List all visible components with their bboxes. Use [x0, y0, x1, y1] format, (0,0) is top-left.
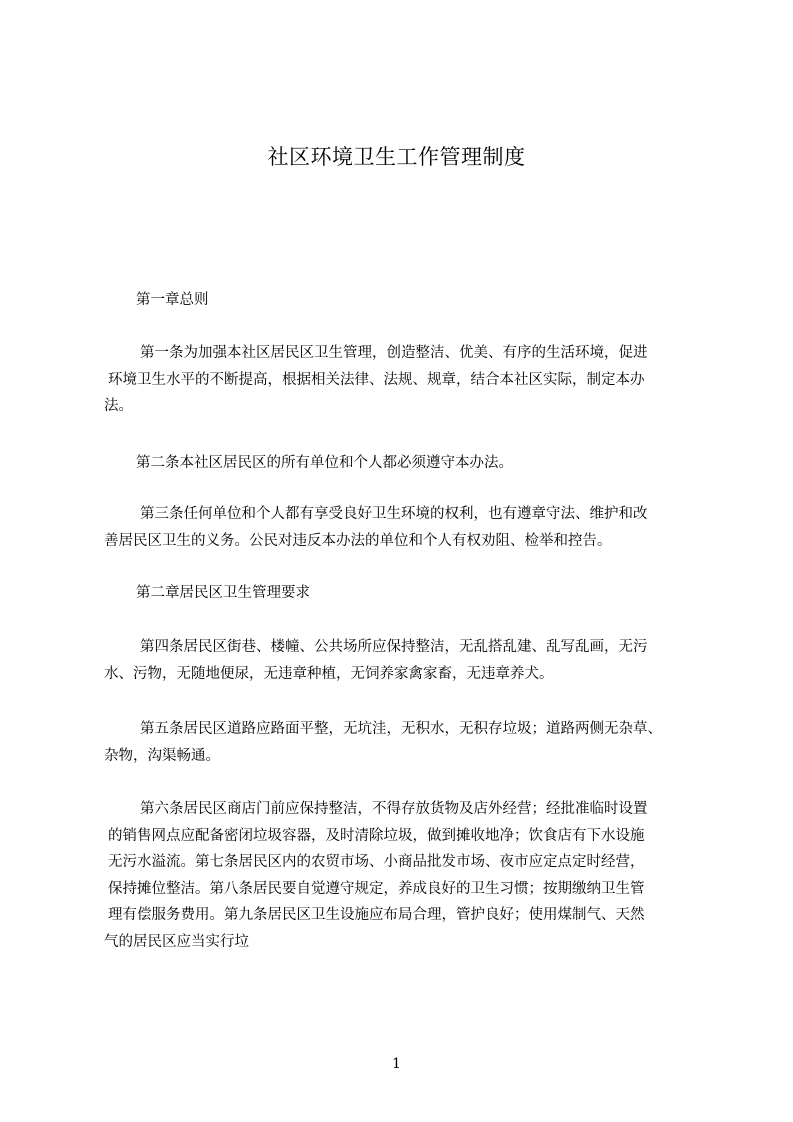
paragraph-line: 水、污物，无随地便尿，无违章种植，无饲养家禽家畜，无违章养犬。: [104, 665, 554, 682]
paragraph-line: 理有偿服务费用。第九条居民区卫生设施应布局合理，管护良好；使用煤制气、天然: [108, 907, 645, 923]
chapter-2-heading: 第二章居民区卫生管理要求: [136, 585, 310, 601]
document-title: 社区环境卫生工作管理制度: [267, 145, 526, 169]
paragraph-line: 善居民区卫生的义务。公民对违反本办法的单位和个人有权劝阻、检举和控告。: [104, 532, 612, 549]
article-5-paragraph: [104, 716, 704, 769]
paragraph-line: 第六条居民区商店门前应保持整洁，不得存放货物及店外经营；经批准临时设置: [140, 801, 648, 817]
paragraph-line: 的销售网点应配备密闭垃圾容器，及时清除垃圾，做到摊收地净；饮食店有下水设施: [108, 827, 645, 844]
article-6-paragraph: [104, 796, 704, 955]
paragraph-line: 环境卫生水平的不断提高，根据相关法律、法规、规章，结合本社区实际，制定本办: [108, 371, 645, 388]
paragraph-line: 第三条任何单位和个人都有享受良好卫生环境的权利，也有遵章守法、维护和改: [140, 506, 648, 522]
paragraph-line: 法。: [104, 398, 133, 414]
paragraph-line: 无污水溢流。第七条居民区内的农贸市场、小商品批发市场、夜市应定点定时经营，: [108, 854, 645, 870]
paragraph-line: 杂物，沟渠畅通。: [104, 747, 220, 764]
paragraph-line: 第二条本社区居民区的所有单位和个人都必须遵守本办法。: [136, 455, 513, 471]
article-3-paragraph: [104, 501, 704, 554]
paragraph-line: 第四条居民区街巷、楼幢、公共场所应保持整洁，无乱搭乱建、乱写乱画，无污: [140, 639, 648, 655]
chapter-1-heading: 第一章总则: [136, 292, 209, 308]
article-2-paragraph: [104, 450, 704, 477]
paragraph-line: 保持摊位整洁。第八条居民要自觉遵守规定，养成良好的卫生习惯；按期缴纳卫生管: [108, 880, 645, 897]
page-number: 1: [392, 1056, 401, 1072]
article-4-paragraph: [104, 634, 704, 687]
paragraph-line: 气的居民区应当实行垃: [104, 933, 249, 950]
article-1-paragraph: [104, 340, 704, 420]
paragraph-line: 第五条居民区道路应路面平整，无坑洼，无积水，无积存垃圾；道路两侧无杂草、: [140, 721, 662, 737]
paragraph-line: 第一条为加强本社区居民区卫生管理，创造整洁、优美、有序的生活环境，促进: [140, 345, 648, 361]
